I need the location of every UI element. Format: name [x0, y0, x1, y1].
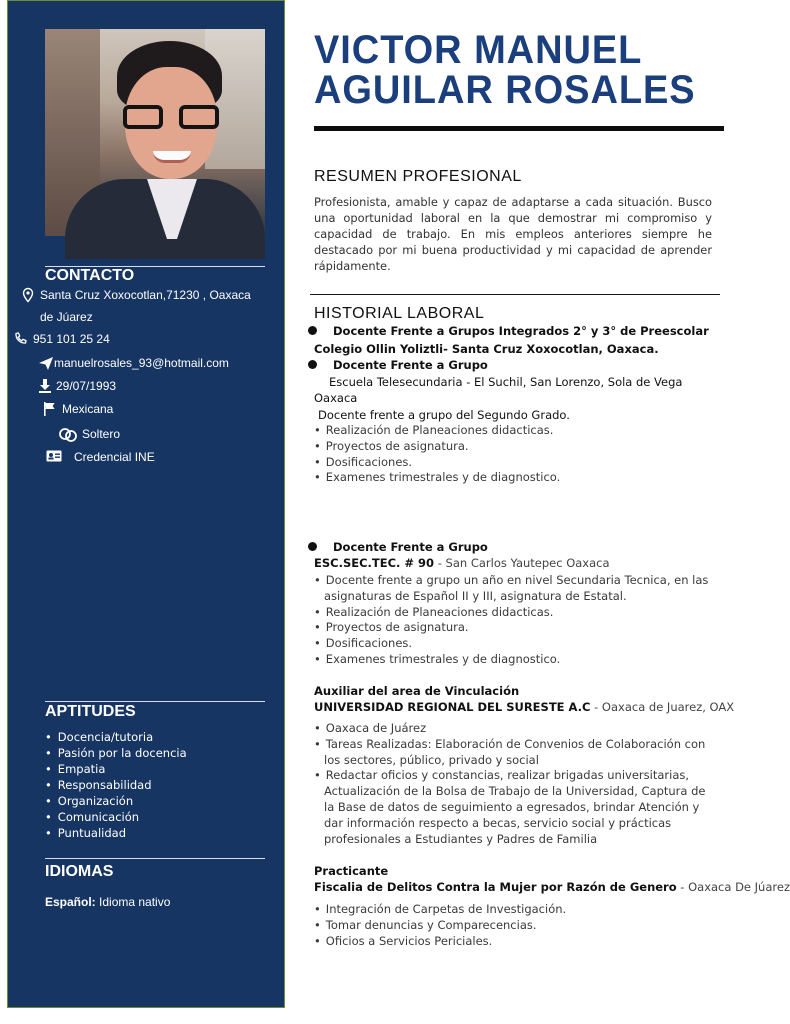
list-item: • Responsabilidad	[45, 777, 187, 793]
job-title	[308, 540, 488, 554]
job-place: Colegio Ollin Yoliztli- Santa Cruz Xoxocotlan, Oaxaca.	[314, 342, 659, 356]
contact-heading: CONTACTO	[45, 267, 135, 284]
id-row	[46, 446, 155, 468]
nationality-text: Mexicana	[62, 402, 114, 416]
list-item: • Comunicación	[45, 809, 187, 825]
job-title-text: Docente Frente a Grupos Integrados 2° y 3° de Preescolar	[333, 324, 709, 338]
list-item: • Tomar denuncias y Comparecencias.	[314, 918, 714, 934]
job-place: Escuela Telesecundaria - El Suchil, San Lorenzo, Sola de Vega	[329, 375, 683, 389]
download-icon	[38, 378, 54, 394]
skills-heading: APTITUDES	[45, 703, 136, 720]
name-line-2: AGUILAR ROSALES	[314, 68, 696, 112]
phone-icon	[13, 331, 29, 347]
list-item: • Docente frente a grupo un año en nivel Secundaria Tecnica, en las asignaturas de Español II y III, asignatura de Estatal.	[314, 573, 714, 605]
language-name: Español:	[45, 895, 96, 909]
work-heading: HISTORIAL LABORAL	[314, 305, 485, 322]
list-item: • Puntualidad	[45, 825, 187, 841]
phone-row	[13, 328, 110, 350]
job-place	[314, 700, 734, 714]
email-row	[38, 352, 229, 374]
nationality-row	[42, 398, 113, 420]
civil-status-text: Soltero	[82, 427, 121, 441]
list-item: • Oaxaca de Juárez	[314, 721, 714, 737]
job-title: Auxiliar del area de Vinculación	[314, 684, 520, 698]
job-tasks	[314, 423, 714, 486]
list-item: • Examenes trimestrales y de diagnostico.	[314, 470, 714, 486]
id-card-icon	[46, 449, 62, 465]
job-title-text: Docente Frente a Grupo	[333, 540, 488, 554]
list-item: • Empatia	[45, 761, 187, 777]
job-place	[314, 556, 610, 570]
job-title: Practicante	[314, 864, 389, 878]
list-item: • Proyectos de asignatura.	[314, 439, 714, 455]
list-item: • Realización de Planeaciones didacticas.	[314, 423, 714, 439]
list-item: • Dosificaciones.	[314, 455, 714, 471]
send-icon	[38, 355, 54, 371]
flag-icon	[42, 401, 58, 417]
list-item: • Tareas Realizadas: Elaboración de Convenios de Colaboración con los sectores, público, privado y social	[314, 737, 714, 769]
list-item: • Realización de Planeaciones didacticas.	[314, 605, 714, 621]
org-name: Fiscalia de Delitos Contra la Mujer por Razón de Genero	[314, 880, 677, 894]
job-tasks	[314, 902, 714, 949]
phone-text: 951 101 25 24	[33, 332, 110, 346]
name-line-1: VICTOR MANUEL	[314, 28, 643, 72]
job-tasks	[314, 721, 714, 847]
email-text[interactable]: manuelrosales_93@hotmail.com	[54, 356, 229, 370]
sidebar	[7, 0, 285, 1008]
civil-status-row	[58, 423, 120, 445]
link-rings-icon	[58, 426, 78, 444]
job-description: Docente frente a grupo del Segundo Grado.	[318, 408, 570, 422]
list-item: • Integración de Carpetas de Investigación.	[314, 902, 714, 918]
job-location: - Oaxaca De Júarez	[676, 880, 790, 894]
section-divider	[310, 294, 720, 295]
bullet-icon	[308, 542, 317, 551]
name-underline	[314, 126, 724, 131]
job-title	[308, 324, 709, 338]
list-item: • Proyectos de asignatura.	[314, 620, 714, 636]
birthdate-row	[38, 375, 116, 397]
summary-text: Profesionista, amable y capaz de adaptarse a cada situación. Busco una oportunidad laboral en la que demostrar mi compromiso y capacidad de trabajo. En mis empleos anteriores siempre he destacado por mi buena productividad y mi capacidad de aprender rápidamente.	[314, 195, 712, 273]
address-row	[20, 284, 280, 328]
bullet-icon	[308, 326, 317, 335]
location-pin-icon	[20, 287, 36, 303]
profile-photo	[45, 29, 265, 236]
full-name	[314, 30, 713, 110]
list-item: • Dosificaciones.	[314, 636, 714, 652]
skills-list	[45, 729, 187, 841]
job-title	[308, 358, 488, 372]
job-place-cont: Oaxaca	[314, 391, 358, 405]
bullet-icon	[308, 360, 317, 369]
address-text: Santa Cruz Xoxocotlan,71230 , Oaxaca de Júarez	[40, 288, 251, 324]
list-item: • Examenes trimestrales y de diagnostico.	[314, 652, 714, 668]
school-name: ESC.SEC.TEC. # 90	[314, 556, 435, 570]
language-row	[45, 895, 170, 909]
job-location: - San Carlos Yautepec Oaxaca	[434, 556, 610, 570]
birthdate-text: 29/07/1993	[56, 379, 117, 393]
job-tasks	[314, 573, 714, 668]
skills-divider	[45, 701, 265, 702]
job-title-text: Docente Frente a Grupo	[333, 358, 488, 372]
language-level: Idioma nativo	[99, 895, 171, 909]
summary-heading: RESUMEN PROFESIONAL	[314, 168, 522, 185]
id-text: Credencial INE	[74, 450, 155, 464]
job-location: - Oaxaca de Juarez, OAX	[590, 700, 735, 714]
list-item: • Redactar oficios y constancias, realizar brigadas universitarias, Actualización de la Bolsa de Trabajo de la Universidad, Captura de la Base de datos de seguimiento a egresados, brindar Atención y dar información respecto a becas, servicio social y prácticas profesionales a Estudiantes y Padres de Familia	[314, 768, 714, 847]
contact-divider	[45, 266, 265, 267]
list-item: • Pasión por la docencia	[45, 745, 187, 761]
job-place	[314, 880, 790, 894]
org-name: UNIVERSIDAD REGIONAL DEL SURESTE A.C	[314, 700, 591, 714]
languages-divider	[45, 858, 265, 859]
list-item: • Organización	[45, 793, 187, 809]
list-item: • Oficios a Servicios Periciales.	[314, 934, 714, 950]
languages-heading: IDIOMAS	[45, 863, 114, 880]
list-item: • Docencia/tutoria	[45, 729, 187, 745]
